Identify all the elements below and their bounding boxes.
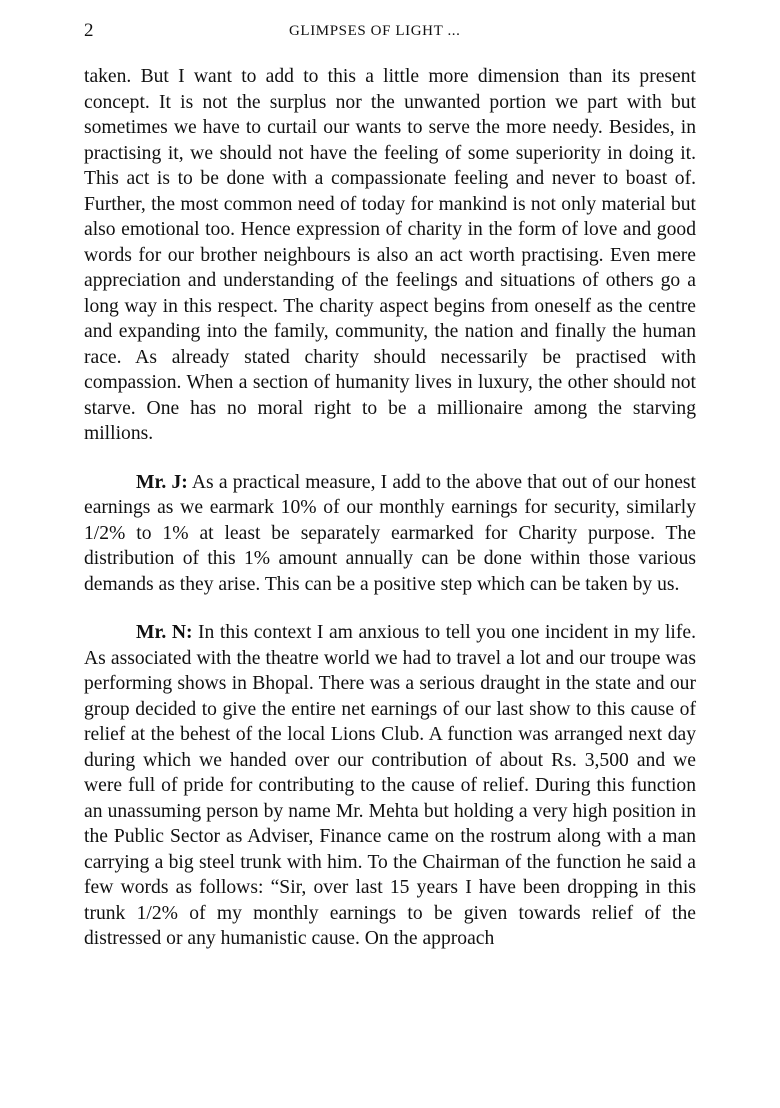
paragraph-mr-j [84,470,696,598]
paragraph-text: taken. But I want to add to this a little more dimension than its present concept. It is not the surplus nor the unwanted portion we part with but sometimes we have to curtail our wants to serve the more needy. Besides, in practising it, we should not have the feeling of some superiority in doing it. This act is to be done with a compassionate feeling and never to boast of. Further, the most common need of today for mankind is not only material but also emotional too. Hence expression of charity in the form of love and good words for our brother neighbours is also an act worth practising. Even mere appreciation and understanding of the feelings and situations of others go a long way in this respect. The charity aspect begins from oneself as the centre and expanding into the family, community, the nation and finally the human race. As already stated charity should necessarily be practised with compassion. When a section of humanity lives in luxury, the other should not starve. One has no moral right to be a millionaire among the starving millions. [84,66,696,444]
paragraph-mr-n [84,620,696,952]
speaker-label: Mr. N: [136,622,193,643]
page-body [84,64,696,952]
page-header [84,18,700,44]
paragraph-text: In this context I am anxious to tell you one incident in my life. As associated with the theatre world we had to travel a lot and our troupe was performing shows in Bhopal. There was a serious draught in the state and our group decided to give the entire net earnings of our last show to this cause of relief at the behest of the local Lions Club. A function was arranged next day during which we handed over our contribution of about Rs. 3,500 and we were full of pride for contributing to the cause of relief. During this function an unassuming person by name Mr. Mehta but holding a very high position in the Public Sector as Adviser, Finance came on the rostrum along with a man carrying a big steel trunk with him. To the Chairman of the function he said a few words as follows: “Sir, over last 15 years I have been dropping in this trunk 1/2% of my monthly earnings to be given towards relief of the distressed or any humanistic cause. On the approach [84,622,696,949]
running-title: GLIMPSES OF LIGHT ... [289,23,461,39]
page-number: 2 [84,20,94,41]
paragraph-text: As a practical measure, I add to the above that out of our honest earnings as we earmark 10% of our monthly earnings for security, similarly 1/2% to 1% at least be separately earmarked for Charity purpose. The distribution of this 1% amount annually can be done within those various demands as they arise. This can be a positive step which can be taken by us. [84,471,696,595]
paragraph-charity-dimension [84,64,696,447]
speaker-label: Mr. J: [136,471,188,493]
